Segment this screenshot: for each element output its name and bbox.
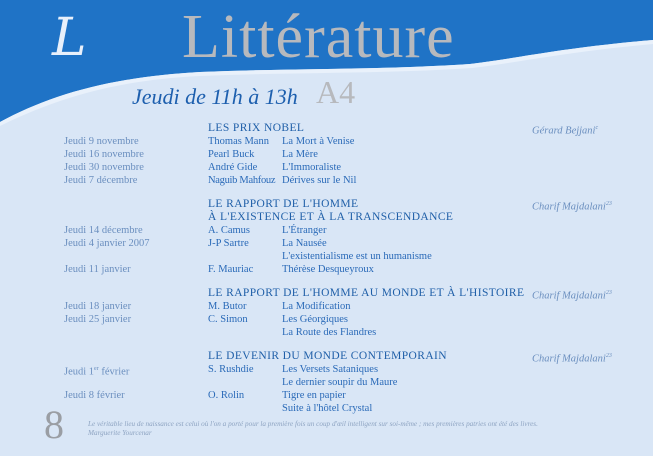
quote-author: Marguerite Yourcenar <box>88 429 152 437</box>
row-work: La Route des Flandres <box>282 327 377 338</box>
row-date: Jeudi 30 novembre <box>64 162 144 173</box>
row-work: L'existentialisme est un humanisme <box>282 251 432 262</box>
row-work: L'Étranger <box>282 225 327 236</box>
footer-quote <box>88 420 538 438</box>
row-author: Thomas Mann <box>208 136 269 147</box>
row-author: C. Simon <box>208 314 248 325</box>
room-label: A4 <box>316 74 356 110</box>
row-work: Tigre en papier <box>282 390 346 401</box>
quote-text: Le véritable lieu de naissance est celui où l'on a porté pour la première fois un coup d'œil intelligent sur soi-même ; mes premières patries ont été des livres. <box>88 420 538 428</box>
section-lecturer: Charif Majdalani$^{23}$ <box>532 201 612 213</box>
page-title: Littérature <box>182 3 455 71</box>
row-author: Naguib Mahfouz <box>208 175 276 186</box>
section-heading: LE RAPPORT DE L'HOMME AU MONDE ET À L'HISTOIRE <box>208 287 525 299</box>
row-date: Jeudi 9 novembre <box>64 136 139 147</box>
row-author: F. Mauriac <box>208 264 254 275</box>
row-date: Jeudi 25 janvier <box>64 314 132 325</box>
row-date: Jeudi 7 décembre <box>64 175 138 186</box>
row-work: Thérèse Desqueyroux <box>282 264 374 275</box>
logo-letter: L <box>52 8 87 68</box>
row-author: S. Rushdie <box>208 364 254 375</box>
section-heading: LE DEVENIR DU MONDE CONTEMPORAIN <box>208 350 447 362</box>
row-date: Jeudi 1er février <box>64 366 130 378</box>
page-number: 8 <box>44 402 64 447</box>
row-author: J-P Sartre <box>208 238 249 249</box>
row-author: O. Rolin <box>208 390 245 401</box>
section-lecturer: Gérard Bejjani$^c$ <box>532 125 599 137</box>
row-author: André Gide <box>208 162 258 173</box>
row-work: L'Immoraliste <box>282 162 342 173</box>
row-author: M. Butor <box>208 301 247 312</box>
section-lecturer: Charif Majdalani$^{23}$ <box>532 290 612 302</box>
row-date: Jeudi 16 novembre <box>64 149 144 160</box>
row-work: Les Géorgiques <box>282 314 348 325</box>
row-author: Pearl Buck <box>208 149 255 160</box>
row-date: Jeudi 8 février <box>64 390 125 401</box>
row-date: Jeudi 18 janvier <box>64 301 132 312</box>
section-heading-line2: À L'EXISTENCE ET À LA TRANSCENDANCE <box>208 211 454 223</box>
row-author: A. Camus <box>208 225 250 236</box>
row-work: La Modification <box>282 301 351 312</box>
row-work: Suite à l'hôtel Crystal <box>282 403 373 414</box>
row-work: Le dernier soupir du Maure <box>282 377 398 388</box>
section-heading: LES PRIX NOBEL <box>208 122 305 134</box>
row-date: Jeudi 14 décembre <box>64 225 143 236</box>
row-date: Jeudi 11 janvier <box>64 264 131 275</box>
section-lecturer: Charif Majdalani$^{23}$ <box>532 353 612 365</box>
row-work: La Mort à Venise <box>282 136 355 147</box>
row-work: La Nausée <box>282 238 327 249</box>
row-date: Jeudi 4 janvier 2007 <box>64 238 150 249</box>
row-work: La Mère <box>282 149 318 160</box>
row-work: Dérives sur le Nil <box>282 175 357 186</box>
row-work: Les Versets Sataniques <box>282 364 379 375</box>
section-heading: LE RAPPORT DE L'HOMME <box>208 198 359 210</box>
schedule-subtitle: Jeudi de 11h à 13h <box>132 84 298 109</box>
